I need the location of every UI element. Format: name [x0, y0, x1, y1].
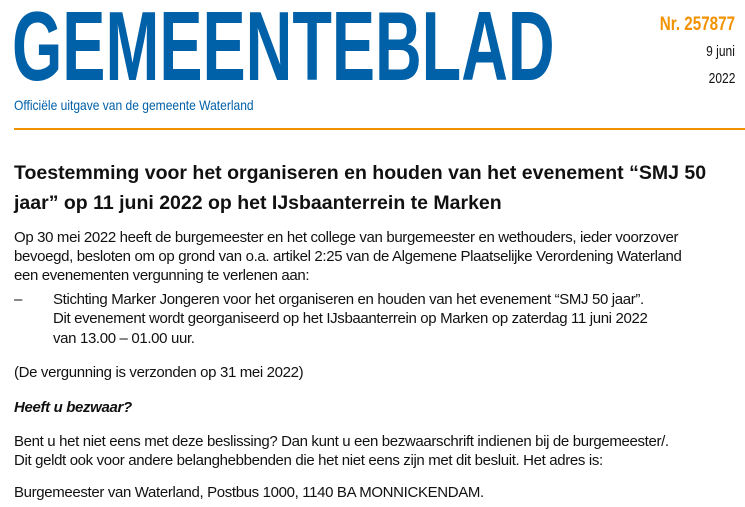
article-title — [14, 158, 706, 218]
intro-line: bevoegd, besloten om op grond van o.a. artikel 2:25 van de Algemene Plaatselijke Verordening Waterland — [14, 248, 682, 265]
issue-date-year: 2022 — [708, 70, 735, 87]
objection-line: Bent u het niet eens met deze beslissing? Dan kunt u een bezwaarschrift indienen bij de burgemeester/. — [14, 433, 669, 450]
sent-note: (De vergunning is verzonden op 31 mei 2022) — [14, 364, 304, 381]
masthead-subtitle: Officiële uitgave van de gemeente Waterland — [14, 97, 254, 113]
objection-line: Dit geldt ook voor andere belanghebbenden die het niet eens zijn met dit besluit. Het adres is: — [14, 452, 603, 469]
article-title-line: jaar” op 11 juni 2022 op het IJsbaanterrein te Marken — [14, 192, 502, 214]
list-dash: – — [14, 291, 22, 308]
list-item-line: Dit evenement wordt georganiseerd op het IJsbaanterrein op Marken op zaterdag 11 juni 2022 — [53, 310, 648, 327]
header-divider — [14, 128, 745, 130]
article-title-line: Toestemming voor het organiseren en houden van het evenement “SMJ 50 — [14, 162, 707, 184]
objection-heading: Heeft u bezwaar? — [14, 399, 132, 416]
masthead-title: GEMEENTEBLAD — [12, 0, 555, 101]
issue-date-day: 9 juni — [706, 43, 735, 60]
address: Burgemeester van Waterland, Postbus 1000, 1140 BA MONNICKENDAM. — [14, 484, 484, 501]
intro-line: Op 30 mei 2022 heeft de burgemeester en het college van burgemeester en wethouders, ieder voorzover — [14, 229, 679, 246]
list-item-line: van 13.00 – 01.00 uur. — [53, 330, 195, 347]
issue-number: Nr. 257877 — [659, 14, 735, 35]
list-item-line: Stichting Marker Jongeren voor het organiseren en houden van het evenement “SMJ 50 jaar”. — [53, 291, 644, 308]
intro-line: een evenementen vergunning te verlenen aan: — [14, 267, 310, 284]
